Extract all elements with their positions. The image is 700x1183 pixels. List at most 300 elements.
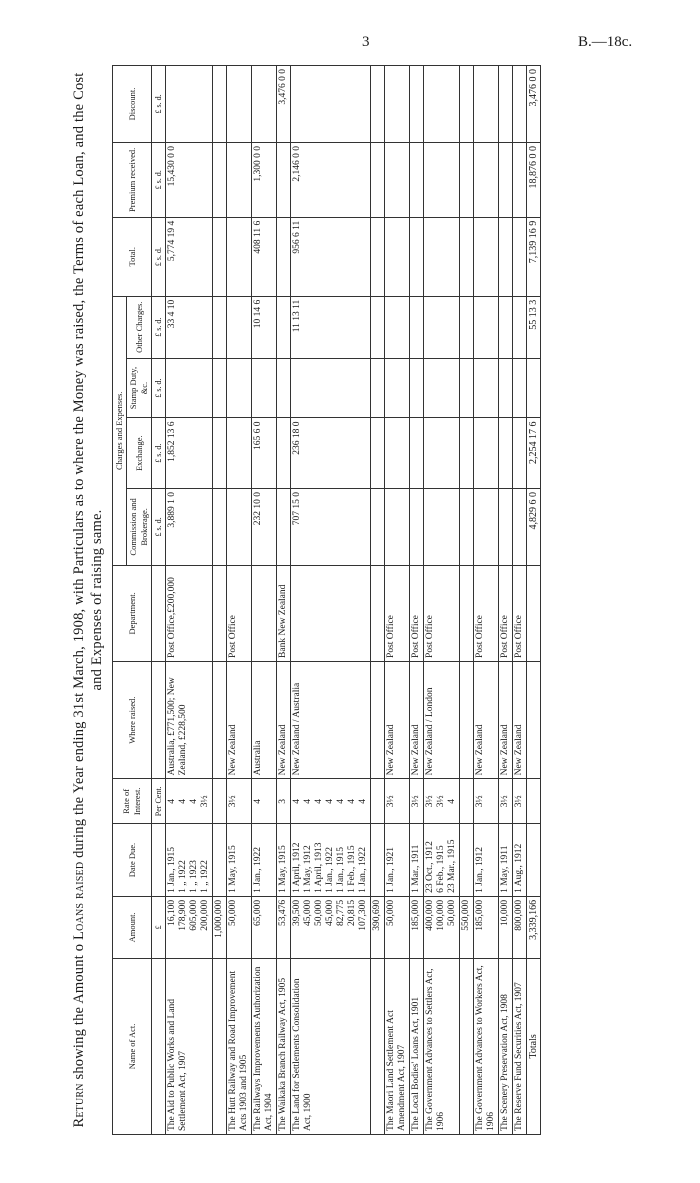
- other-value: [424, 296, 460, 358]
- amount-value-cell: [410, 896, 424, 958]
- stamp-value: [291, 358, 371, 418]
- amount-value: 185,000: [411, 899, 421, 931]
- act-name: The Maori Land Settlement Act Amendment Act, 1907: [385, 958, 410, 1134]
- subtotal-blank: [371, 142, 385, 217]
- col-amount: Amount.: [113, 896, 152, 958]
- commission-value: [277, 488, 291, 565]
- amount-value: 178,900: [178, 899, 188, 931]
- date-due-value: 1 Jan., 1922: [253, 846, 263, 893]
- rate-value-cell: [424, 779, 460, 824]
- stamp-value: [499, 358, 513, 418]
- amount-value: 45,000: [303, 899, 313, 926]
- amount-value-cell: [166, 896, 213, 958]
- date-due-value: 6 Feb., 1915: [436, 845, 446, 893]
- subtotal-blank: [213, 66, 227, 143]
- department: Post Office: [410, 565, 424, 661]
- unit-stamp: £ s. d.: [152, 358, 166, 418]
- subtotal-blank: [371, 824, 385, 897]
- subtotal-blank: [460, 142, 474, 217]
- total-value: 408 11 6: [252, 217, 277, 296]
- amount-value: 185,000: [475, 899, 485, 931]
- exchange-value: [474, 418, 499, 488]
- department: [291, 565, 371, 661]
- total-value: [385, 217, 410, 296]
- other-value: [385, 296, 410, 358]
- totals-label: Totals: [527, 958, 541, 1134]
- unit-discount: £ s. d.: [152, 66, 166, 143]
- other-value: [277, 296, 291, 358]
- totals-blank: [527, 661, 541, 778]
- title-return-word: Return: [71, 1083, 87, 1128]
- commission-value: [227, 488, 252, 565]
- premium-value: [385, 142, 410, 217]
- col-total: Total.: [113, 217, 152, 296]
- discount-value: [424, 66, 460, 143]
- subtotal-blank: [460, 296, 474, 358]
- total-value: [277, 217, 291, 296]
- date-due-value: 1 Jan., 1922: [325, 846, 335, 893]
- discount-value: [474, 66, 499, 143]
- act-name: The Government Advances to Workers Act, 1906: [474, 958, 499, 1134]
- exchange-value: [513, 418, 527, 488]
- discount-value: [385, 66, 410, 143]
- totals-amount: 3,339,166: [527, 896, 541, 958]
- date-due-value: 1 Jan., 1915: [167, 846, 177, 893]
- rate-value: 4: [178, 798, 188, 804]
- exchange-value: 236 18 0: [291, 418, 371, 488]
- amount-value-cell: [424, 896, 460, 958]
- amount-value-cell: [513, 896, 527, 958]
- rate-value: 4: [303, 798, 313, 804]
- date-due-value: 1 Feb., 1915: [347, 845, 357, 893]
- other-value: [410, 296, 424, 358]
- table-row: [291, 66, 371, 1135]
- rotated-page-content: [70, 65, 625, 1135]
- subtotal-blank: [213, 958, 227, 1134]
- subtotal-blank: [213, 488, 227, 565]
- act-name: The Reserve Fund Securities Act, 1907: [513, 958, 527, 1134]
- totals-blank: [527, 779, 541, 824]
- premium-value: 2,146 0 0: [291, 142, 371, 217]
- document-title: [70, 65, 106, 1135]
- subtotal-blank: [460, 565, 474, 661]
- commission-value: [385, 488, 410, 565]
- subtotal-blank: [371, 358, 385, 418]
- amount-value-cell: [277, 896, 291, 958]
- date-due-value: 1 „ 1922: [200, 860, 210, 893]
- subtotal-blank: [460, 418, 474, 488]
- rate-value-cell: [499, 779, 513, 824]
- date-due-value: 1 May, 1911: [500, 845, 510, 893]
- unit-exchange: £ s. d.: [152, 418, 166, 488]
- premium-value: 1,300 0 0: [252, 142, 277, 217]
- unit-premium: £ s. d.: [152, 142, 166, 217]
- subtotal-amount: 1,000,000: [213, 896, 227, 958]
- col-name-of-act: Name of Act.: [113, 958, 152, 1134]
- date-due-value: 1 „ 1922: [178, 860, 188, 893]
- date-due-value: 1 Mar., 1911: [411, 844, 421, 893]
- subtotal-blank: [213, 824, 227, 897]
- other-value: [227, 296, 252, 358]
- exchange-value: [499, 418, 513, 488]
- rate-value-cell: [252, 779, 277, 824]
- subtotal-blank: [371, 418, 385, 488]
- stamp-value: [227, 358, 252, 418]
- department: Post Office: [513, 565, 527, 661]
- unit-amount: £: [152, 896, 166, 958]
- exchange-value: [410, 418, 424, 488]
- department: Bank New Zealand: [277, 565, 291, 661]
- rate-value: 4: [358, 798, 368, 804]
- unit-total: £ s. d.: [152, 217, 166, 296]
- rate-value: 4: [325, 798, 335, 804]
- total-value: [227, 217, 252, 296]
- stamp-value: [277, 358, 291, 418]
- table-row: [252, 66, 277, 1135]
- subtotal-blank: [213, 358, 227, 418]
- col-rate: Rate of Interest.: [113, 779, 152, 824]
- totals-premium: 18,876 0 0: [527, 142, 541, 217]
- amount-value-cell: [474, 896, 499, 958]
- discount-value: [410, 66, 424, 143]
- rate-value: 4: [292, 798, 302, 804]
- exchange-value: [385, 418, 410, 488]
- rate-value-cell: [513, 779, 527, 824]
- rate-value-cell: [410, 779, 424, 824]
- table-row: [277, 66, 291, 1135]
- where-raised: New Zealand: [513, 661, 527, 778]
- col-where-raised: Where raised.: [113, 661, 152, 778]
- amount-value: 800,000: [514, 899, 524, 931]
- discount-value: [252, 66, 277, 143]
- totals-commission: 4,829 6 0: [527, 488, 541, 565]
- totals-exchange: 2,254 17 6: [527, 418, 541, 488]
- total-value: [424, 217, 460, 296]
- subtotal-blank: [213, 418, 227, 488]
- amount-value: 50,000: [386, 899, 396, 926]
- amount-value: 82,775: [336, 899, 346, 926]
- other-value: [474, 296, 499, 358]
- subtotal-blank: [371, 296, 385, 358]
- amount-value-cell: [385, 896, 410, 958]
- date-due-value-cell: [291, 824, 371, 897]
- discount-value: 3,476 0 0: [277, 66, 291, 143]
- where-raised: New Zealand: [277, 661, 291, 778]
- rate-value: 3½: [514, 795, 524, 808]
- total-value: [499, 217, 513, 296]
- table-row: [424, 66, 460, 1135]
- rate-value: 3½: [436, 795, 446, 808]
- amount-value: 50,000: [447, 899, 457, 926]
- units-row: [152, 66, 166, 1135]
- discount-value: [513, 66, 527, 143]
- commission-value: [410, 488, 424, 565]
- rate-value-cell: [227, 779, 252, 824]
- premium-value: [410, 142, 424, 217]
- table-row: [166, 66, 213, 1135]
- subtotal-blank: [371, 958, 385, 1134]
- unit-blank: [152, 565, 166, 661]
- loan-rows: [166, 66, 527, 1135]
- amount-value: 605,000: [189, 899, 199, 931]
- subtotal-blank: [460, 661, 474, 778]
- rate-value: 3½: [411, 795, 421, 808]
- commission-value: [499, 488, 513, 565]
- subtotal-blank: [460, 66, 474, 143]
- subtotal-blank: [460, 358, 474, 418]
- col-commission: Commission and Brokerage.: [127, 488, 152, 565]
- rate-value-cell: [385, 779, 410, 824]
- rate-value-cell: [277, 779, 291, 824]
- amount-value: 10,000: [500, 899, 510, 926]
- subtotal-blank: [460, 824, 474, 897]
- subtotal-blank: [460, 958, 474, 1134]
- date-due-value-cell: [474, 824, 499, 897]
- where-raised: Australia, £771,500; New Zealand, £228,500: [166, 661, 213, 778]
- date-due-value: 1 Aug., 1912: [514, 843, 524, 893]
- amount-value: 53,476: [278, 899, 288, 926]
- other-value: [513, 296, 527, 358]
- table-row: [499, 66, 513, 1135]
- rate-value: 3½: [228, 795, 238, 808]
- totals-blank: [527, 565, 541, 661]
- premium-value: 15,430 0 0: [166, 142, 213, 217]
- col-charges-group: Charges and Expenses.: [113, 296, 127, 565]
- other-value: 33 4 10: [166, 296, 213, 358]
- department: [252, 565, 277, 661]
- subtotal-blank: [371, 661, 385, 778]
- date-due-value: 1 „ 1923: [189, 860, 199, 893]
- unit-commission: £ s. d.: [152, 488, 166, 565]
- premium-value: [227, 142, 252, 217]
- rate-value: 4: [347, 798, 357, 804]
- act-name: The Land for Settlements Consolidation Act, 1900: [291, 958, 371, 1134]
- unit-blank: [152, 661, 166, 778]
- total-value: [410, 217, 424, 296]
- department: Post Office: [424, 565, 460, 661]
- loans-table: [112, 65, 541, 1135]
- date-due-value-cell: [424, 824, 460, 897]
- date-due-value: 1 May, 1915: [228, 845, 238, 893]
- col-other-charges: Other Charges.: [127, 296, 152, 358]
- amount-value-cell: [252, 896, 277, 958]
- date-due-value-cell: [385, 824, 410, 897]
- col-department: Department.: [113, 565, 152, 661]
- title-text-2: during the Year ending 31st March, 1908, with Particulars as to where the Money was raised, the Terms of each Loan, and the Cost and Expenses of raising same.: [71, 72, 105, 858]
- date-due-value: 1 May, 1912: [303, 845, 313, 893]
- premium-value: [499, 142, 513, 217]
- date-due-value-cell: [410, 824, 424, 897]
- amount-value-cell: [499, 896, 513, 958]
- rate-value-cell: [291, 779, 371, 824]
- where-raised: New Zealand: [410, 661, 424, 778]
- act-name: The Aid to Public Works and Land Settlement Act, 1907: [166, 958, 213, 1134]
- subtotal-blank: [213, 565, 227, 661]
- premium-value: [424, 142, 460, 217]
- table-row: [410, 66, 424, 1135]
- amount-value: 16,100: [167, 899, 177, 926]
- unit-other: £ s. d.: [152, 296, 166, 358]
- totals-blank: [527, 824, 541, 897]
- rate-value: 4: [447, 798, 457, 804]
- other-value: 10 14 6: [252, 296, 277, 358]
- premium-value: [513, 142, 527, 217]
- subtotal-blank: [213, 217, 227, 296]
- rate-value: 4: [167, 798, 177, 804]
- total-value: [474, 217, 499, 296]
- where-raised: New Zealand: [474, 661, 499, 778]
- date-due-value: 1 April, 1913: [314, 842, 324, 893]
- premium-value: [474, 142, 499, 217]
- discount-value: [291, 66, 371, 143]
- subtotal-blank: [371, 488, 385, 565]
- rate-value: 3½: [500, 795, 510, 808]
- amount-value: 50,000: [228, 899, 238, 926]
- rate-value: 4: [336, 798, 346, 804]
- totals-stamp: [527, 358, 541, 418]
- department: Post Office: [499, 565, 513, 661]
- where-raised: New Zealand: [385, 661, 410, 778]
- act-name: The Waikaka Branch Railway Act, 1905: [277, 958, 291, 1134]
- commission-value: [474, 488, 499, 565]
- rate-value: 4: [189, 798, 199, 804]
- amount-value-cell: [291, 896, 371, 958]
- amount-value: 200,000: [200, 899, 210, 931]
- subtotal-blank: [213, 142, 227, 217]
- rate-value: 3½: [425, 795, 435, 808]
- exchange-value: [227, 418, 252, 488]
- date-due-value-cell: [166, 824, 213, 897]
- rate-value: 3: [278, 798, 288, 804]
- subtotal-row: [213, 66, 227, 1135]
- stamp-value: [474, 358, 499, 418]
- page-number: 3: [362, 34, 370, 50]
- rate-value: 3½: [475, 795, 485, 808]
- title-loans-word: Loans raised: [71, 861, 87, 940]
- col-premium: Premium received.: [113, 142, 152, 217]
- totals-row: [527, 66, 541, 1135]
- totals-discount: 3,476 0 0: [527, 66, 541, 143]
- stamp-value: [252, 358, 277, 418]
- date-due-value: 23 Oct., 1912: [425, 841, 435, 893]
- premium-value: [277, 142, 291, 217]
- stamp-value: [385, 358, 410, 418]
- date-due-value: 23 Mar., 1915: [447, 839, 457, 893]
- rate-value: 4: [314, 798, 324, 804]
- table-row: [513, 66, 527, 1135]
- rate-value-cell: [474, 779, 499, 824]
- exchange-value: [424, 418, 460, 488]
- rate-value-cell: [166, 779, 213, 824]
- other-value: [499, 296, 513, 358]
- act-name: The Railways Improvements Authorization Act, 1904: [252, 958, 277, 1134]
- date-due-value: 1 April, 1912: [292, 842, 302, 893]
- col-stamp-duty: Stamp Duty, &c.: [127, 358, 152, 418]
- stamp-value: [424, 358, 460, 418]
- subtotal-blank: [371, 779, 385, 824]
- subtotal-blank: [213, 779, 227, 824]
- amount-value: 100,000: [436, 899, 446, 931]
- table-row: [227, 66, 252, 1135]
- date-due-value-cell: [513, 824, 527, 897]
- department: Post Office,£200,000: [166, 565, 213, 661]
- date-due-value-cell: [499, 824, 513, 897]
- commission-value: [424, 488, 460, 565]
- subtotal-blank: [460, 217, 474, 296]
- department: Post Office: [474, 565, 499, 661]
- exchange-value: [277, 418, 291, 488]
- stamp-value: [410, 358, 424, 418]
- discount-value: [499, 66, 513, 143]
- date-due-value-cell: [252, 824, 277, 897]
- table-row: [385, 66, 410, 1135]
- unit-blank: [152, 824, 166, 897]
- discount-value: [227, 66, 252, 143]
- rate-value: 3½: [386, 795, 396, 808]
- act-name: The Local Bodies' Loans Act, 1901: [410, 958, 424, 1134]
- other-value: 11 13 11: [291, 296, 371, 358]
- header-row-1: [113, 66, 127, 1135]
- subtotal-amount: 390,690: [371, 896, 385, 958]
- col-discount: Discount.: [113, 66, 152, 143]
- stamp-value: [513, 358, 527, 418]
- subtotal-blank: [371, 565, 385, 661]
- subtotal-blank: [213, 661, 227, 778]
- totals-other: 55 13 3: [527, 296, 541, 358]
- date-due-value-cell: [277, 824, 291, 897]
- stamp-value: [166, 358, 213, 418]
- unit-blank: [152, 958, 166, 1134]
- total-value: 5,774 19 4: [166, 217, 213, 296]
- where-raised: Australia: [252, 661, 277, 778]
- amount-value: 45,000: [325, 899, 335, 926]
- date-due-value: 1 Jan., 1912: [475, 846, 485, 893]
- total-value: [513, 217, 527, 296]
- document-code: B.—18c.: [578, 34, 633, 50]
- amount-value: 50,000: [314, 899, 324, 926]
- amount-value-cell: [227, 896, 252, 958]
- subtotal-blank: [213, 296, 227, 358]
- where-raised: New Zealand: [227, 661, 252, 778]
- subtotal-row: [460, 66, 474, 1135]
- where-raised: New Zealand: [499, 661, 513, 778]
- date-due-value: 1 May, 1915: [278, 845, 288, 893]
- act-name: The Government Advances to Settlers Act, 1906: [424, 958, 460, 1134]
- commission-value: 232 10 0: [252, 488, 277, 565]
- where-raised: New Zealand / Australia: [291, 661, 371, 778]
- subtotal-blank: [371, 217, 385, 296]
- subtotal-row: [371, 66, 385, 1135]
- amount-value: 20,815: [347, 899, 357, 926]
- amount-value: 65,000: [253, 899, 263, 926]
- act-name: The Scenery Preservation Act, 1908: [499, 958, 513, 1134]
- amount-value: 39,500: [292, 899, 302, 926]
- date-due-value-cell: [227, 824, 252, 897]
- rate-value: 3½: [200, 795, 210, 808]
- department: Post Office: [227, 565, 252, 661]
- department: Post Office: [385, 565, 410, 661]
- subtotal-blank: [371, 66, 385, 143]
- amount-value: 107,300: [358, 899, 368, 931]
- commission-value: [513, 488, 527, 565]
- act-name: The Hutt Railway and Road Improvement Acts 1903 and 1905: [227, 958, 252, 1134]
- where-raised: New Zealand / London: [424, 661, 460, 778]
- commission-value: 3,889 1 0: [166, 488, 213, 565]
- title-text: showing the Amount o: [71, 943, 87, 1080]
- subtotal-amount: 550,000: [460, 896, 474, 958]
- total-value: 956 6 11: [291, 217, 371, 296]
- date-due-value: 1 Jan., 1921: [386, 846, 396, 893]
